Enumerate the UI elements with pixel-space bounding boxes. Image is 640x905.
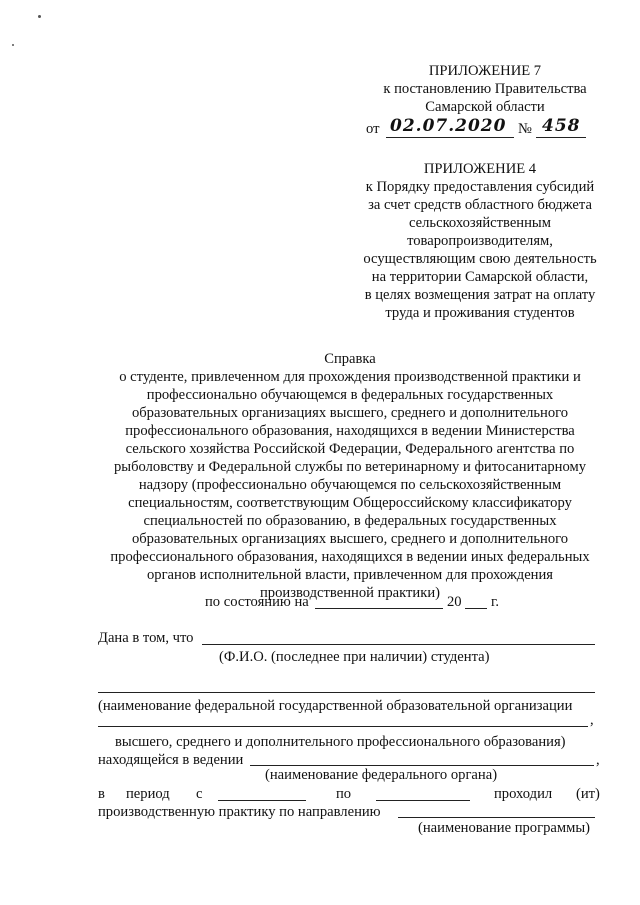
- period-word: период: [126, 786, 170, 802]
- period-word: проходил: [494, 786, 553, 802]
- period-word: в: [98, 786, 105, 802]
- appendix4-block: [345, 160, 615, 322]
- year-field[interactable]: [465, 608, 487, 609]
- date-prefix: от: [366, 121, 380, 137]
- organization-hint: (наименование федеральной государственной образовательной организации: [98, 698, 573, 714]
- appendix4-line: к Порядку предоставления субсидий: [365, 179, 595, 195]
- appendix4-line: товаропроизводителям,: [407, 233, 553, 249]
- fio-hint: (Ф.И.О. (последнее при наличии) студента): [219, 649, 490, 665]
- certificate-line: органов исполнительной власти, привлеченном для прохождения: [146, 567, 554, 583]
- period-word: с: [196, 786, 203, 802]
- certificate-line: сельского хозяйства Российской Федерации, Федерального агентства по: [125, 441, 575, 457]
- period-row: [98, 785, 602, 805]
- certificate-block: [90, 350, 610, 602]
- certificate-line: образовательных организациях высшего, среднего и дополнительного: [131, 405, 569, 421]
- organization-comma: ,: [590, 712, 594, 728]
- appendix4-line: труда и проживания студентов: [385, 305, 575, 321]
- appendix4-line: в целях возмещения затрат на оплату: [364, 287, 596, 303]
- given-label: Дана в том, что: [98, 630, 194, 646]
- appendix4-title: ПРИЛОЖЕНИЕ 4: [423, 161, 537, 177]
- practice-direction-field[interactable]: [398, 817, 595, 818]
- year-prefix: 20: [447, 594, 462, 610]
- handwritten-date: 02.07.2020: [390, 116, 507, 136]
- certificate-line: образовательных организациях высшего, среднего и дополнительного: [131, 531, 569, 547]
- appendix7-line: к постановлению Правительства: [383, 81, 587, 97]
- year-suffix: г.: [491, 594, 499, 610]
- fio-field[interactable]: [202, 644, 595, 645]
- date-underline: [386, 137, 514, 138]
- certificate-title: Справка: [324, 351, 376, 367]
- agency-comma: ,: [596, 752, 600, 768]
- period-word: (ит): [576, 786, 600, 802]
- scan-speck: [12, 44, 14, 46]
- appendix4-line: сельскохозяйственным: [409, 215, 551, 231]
- as-of-label: по состоянию на: [205, 594, 309, 610]
- period-word: по: [336, 786, 352, 802]
- organization-hint-cont: высшего, среднего и дополнительного профессионального образования): [115, 734, 566, 750]
- certificate-line: профессионального образования, находящихся в ведении иных федеральных: [110, 549, 590, 565]
- certificate-line: специальностей по образованию, в федеральных государственных: [143, 513, 557, 529]
- handwritten-number: 458: [542, 116, 581, 136]
- appendix4-line: за счет средств областного бюджета: [368, 197, 592, 213]
- certificate-line: производственной практики): [259, 585, 440, 601]
- under-label: находящейся в ведении: [98, 752, 244, 768]
- period-end-field[interactable]: [376, 800, 470, 801]
- appendix7-line: Самарской области: [425, 99, 545, 115]
- organization-field[interactable]: [98, 692, 595, 693]
- as-of-date-field[interactable]: [315, 608, 443, 609]
- certificate-line: надзору (профессионально обучающемся по сельскохозяйственным: [138, 477, 562, 493]
- as-of-row: [205, 593, 525, 613]
- agency-hint: (наименование федерального органа): [265, 767, 498, 783]
- certificate-line: профессионально обучающемся в федеральных государственных: [146, 387, 554, 403]
- appendix7-title: ПРИЛОЖЕНИЕ 7: [428, 63, 542, 79]
- appendix4-line: на территории Самарской области,: [371, 269, 589, 285]
- number-prefix: №: [518, 121, 532, 137]
- organization-field-cont[interactable]: [98, 726, 588, 727]
- practice-label: производственную практику по направлению: [98, 804, 381, 820]
- certificate-line: специальностям, соответствующим Общероссийскому классификатору: [128, 495, 572, 511]
- appendix4-line: осуществляющим свою деятельность: [363, 251, 597, 267]
- number-underline: [536, 137, 586, 138]
- certificate-line: рыболовству и Федеральной службы по ветеринарному и фитосанитарному: [113, 459, 587, 475]
- certificate-line: профессионального образования, находящихся в ведении Министерства: [125, 423, 575, 439]
- period-start-field[interactable]: [218, 800, 306, 801]
- appendix7-block: [360, 62, 610, 116]
- decree-date-row: [366, 116, 616, 142]
- scan-speck: [38, 15, 41, 18]
- program-hint: (наименование программы): [418, 820, 590, 836]
- certificate-line: о студенте, привлеченном для прохождения производственной практики и: [119, 369, 581, 385]
